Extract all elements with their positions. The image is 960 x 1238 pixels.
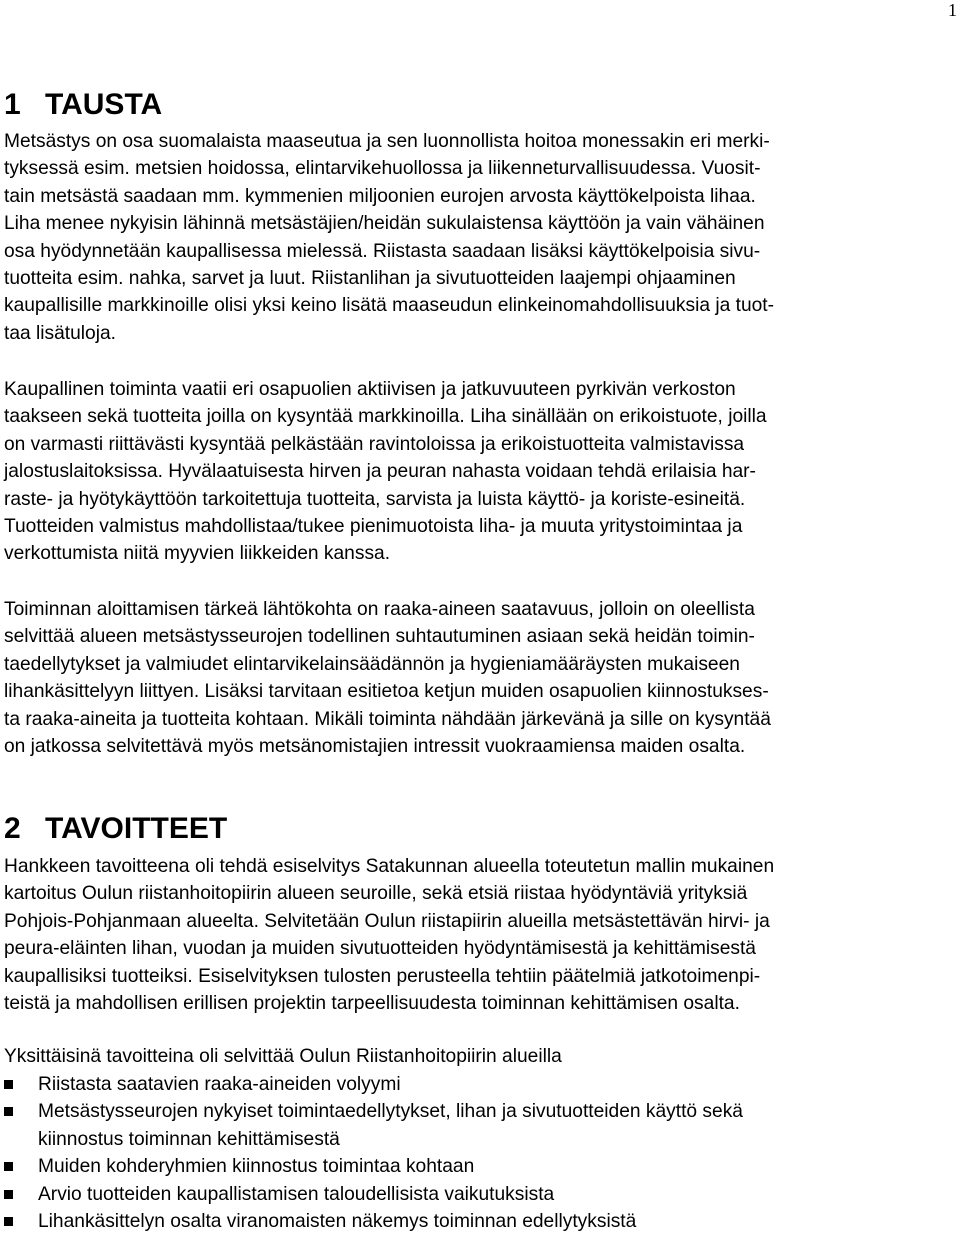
text-line: taa lisätuloja. [4, 322, 116, 344]
section-1-title: TAUSTA [45, 88, 163, 121]
section-1-number: 1 [4, 88, 21, 121]
section-2-number: 2 [4, 812, 21, 845]
square-bullet-icon [4, 1190, 13, 1199]
list-item-text: Lihankäsittelyn osalta viranomaisten näkemys toiminnan edellytyksistä [38, 1211, 637, 1233]
list-item [4, 1208, 954, 1235]
list-item [4, 1098, 954, 1153]
section-2-title: TAVOITTEET [45, 812, 228, 845]
text-line: teistä ja mahdollisen erillisen projektin tarpeellisuudesta toiminnan kehittämisen osalta. [4, 993, 740, 1015]
text-line: Toiminnan aloittamisen tärkeä lähtökohta on raaka-aineen saatavuus, jolloin on oleellista [4, 599, 755, 620]
text-line: Liha menee nykyisin lähinnä metsästäjien/heidän sukulaistensa käyttöön ja vain vähäinen [4, 213, 765, 235]
page-number: 1 [948, 0, 957, 20]
section-1-heading [4, 88, 162, 122]
text-line: tain metsästä saadaan mm. kymmenien miljoonien eurojen arvosta käyttökelpoista lihaa. [4, 185, 756, 207]
text-line: on varmasti riittävästi kysyntää pelkästään ravintoloissa ja erikoistuotteita valmistavissa [4, 433, 745, 455]
text-line: verkottumista niitä myyvien liikkeiden kanssa. [4, 543, 391, 565]
list-item-text: Riistasta saatavien raaka-aineiden volyymi [38, 1074, 401, 1095]
text-line: jalostuslaitoksissa. Hyvälaatuisesta hirven ja peuran nahasta voidaan tehdä erilaisia har- [4, 461, 756, 483]
section-2-heading [4, 812, 227, 846]
text-line: lihankäsittelyyn liittyen. Lisäksi tarvitaan esitietoa ketjun muiden osapuolien kiinnostukses- [4, 681, 769, 703]
square-bullet-icon [4, 1080, 13, 1089]
section-1-paragraph-1 [4, 128, 954, 347]
text-line: kaupallisille markkinoille olisi yksi keino lisätä maaseudun elinkeinomahdollisuuksia ja tuot- [4, 295, 775, 317]
text-line: osa hyödynnetään kaupallisessa mielessä. Riistasta saadaan lisäksi käyttökelpoisia sivu- [4, 240, 761, 262]
text-line: kaupallisiksi tuotteiksi. Esiselvityksen tulosten perusteella tehtiin päätelmiä jatkotoimenpi- [4, 965, 761, 987]
text-line: Yksittäisinä tavoitteina oli selvittää Oulun Riistanhoitopiirin alueilla [4, 1046, 562, 1067]
text-line: Pohjois-Pohjanmaan alueelta. Selvitetään Oulun riistapiirin alueilla metsästettävän hirvi- ja [4, 910, 770, 932]
text-line: selvittää alueen metsästysseurojen todellinen suhtautuminen asiaan sekä heidän toimin- [4, 626, 755, 648]
section-2-paragraph-1 [4, 853, 954, 1017]
text-line: on jatkossa selvitettävä myös metsänomistajien intressit vuokraamiensa maiden osalta. [4, 736, 746, 758]
square-bullet-icon [4, 1162, 13, 1171]
list-item [4, 1181, 954, 1208]
text-line: Metsästys on osa suomalaista maaseutua ja sen luonnollista hoitoa monessakin eri merki- [4, 131, 770, 152]
text-line: Tuotteiden valmistus mahdollistaa/tukee pienimuotoista liha- ja muuta yritystoimintaa ja [4, 516, 743, 538]
text-line: tyksessä esim. metsien hoidossa, elintarvikehuollossa ja liikenneturvallisuudessa. Vuosit- [4, 158, 761, 180]
section-2-paragraph-2 [4, 1043, 954, 1070]
text-line: Hankkeen tavoitteena oli tehdä esiselvitys Satakunnan alueella toteutetun mallin mukainen [4, 856, 775, 877]
text-line: taedellytykset ja valmiudet elintarvikelainsäädännön ja hygieniamääräysten mukaiseen [4, 653, 740, 675]
text-line: ta raaka-aineita ja tuotteita kohtaan. Mikäli toiminta nähdään järkevänä ja sille on kysyntää [4, 708, 771, 730]
text-line: kartoitus Oulun riistanhoitopiirin alueen seuroille, sekä etsiä riistaa hyödyntäviä yrityksiä [4, 883, 748, 905]
text-line: Kaupallinen toiminta vaatii eri osapuolien aktiivisen ja jatkuvuuteen pyrkivän verkoston [4, 379, 736, 400]
list-item [4, 1071, 954, 1098]
square-bullet-icon [4, 1107, 13, 1116]
section-1-paragraph-2 [4, 376, 954, 568]
list-item-text: Muiden kohderyhmien kiinnostus toimintaa kohtaan [38, 1156, 475, 1178]
list-item [4, 1153, 954, 1180]
text-line: taakseen sekä tuotteita joilla on kysyntää markkinoilla. Liha sinällään on erikoistuote, joilla [4, 406, 767, 428]
list-item-text: Arvio tuotteiden kaupallistamisen taloudellisista vaikutuksista [38, 1183, 555, 1205]
square-bullet-icon [4, 1217, 13, 1226]
text-line: tuotteita esim. nahka, sarvet ja luut. Riistanlihan ja sivutuotteiden laajempi ohjaaminen [4, 268, 736, 290]
section-1-paragraph-3 [4, 596, 954, 760]
list-item-text: kiinnostus toiminnan kehittämisestä [38, 1128, 340, 1150]
list-item-text: Metsästysseurojen nykyiset toimintaedellytykset, lihan ja sivutuotteiden käyttö sekä [38, 1101, 743, 1123]
text-line: raste- ja hyötykäyttöön tarkoitettuja tuotteita, sarvista ja luista käyttö- ja koriste-esineitä. [4, 488, 746, 510]
objectives-list [4, 1071, 954, 1235]
text-line: peura-eläinten lihan, vuodan ja muiden sivutuotteiden hyödyntämisestä ja kehittämisestä [4, 938, 756, 960]
